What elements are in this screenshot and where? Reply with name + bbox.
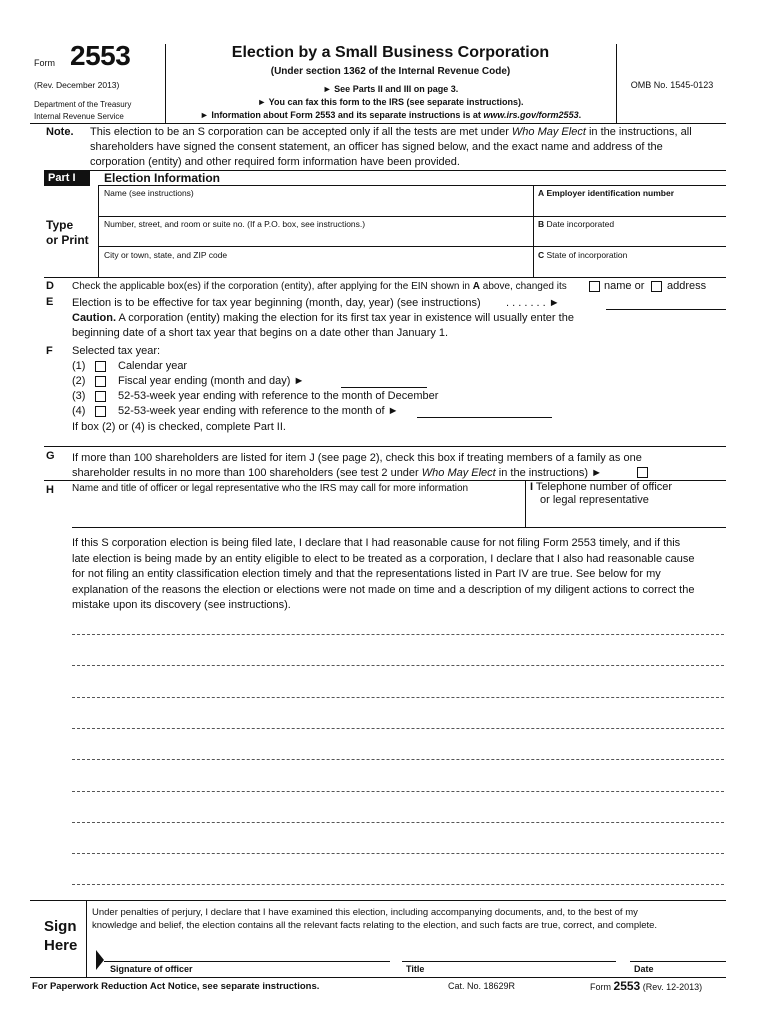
explanation-line[interactable] — [72, 853, 724, 854]
line-h-text: Name and title of officer or legal representative who the IRS may call for more information — [72, 483, 469, 494]
explanation-line[interactable] — [72, 822, 724, 823]
name-changed-checkbox[interactable] — [589, 281, 600, 292]
line-h-letter: H — [46, 484, 54, 496]
type-label: Type — [46, 218, 74, 232]
date-incorporated-label: B Date incorporated — [538, 219, 615, 229]
line-d-letter: D — [46, 280, 54, 292]
signature-input[interactable] — [106, 944, 388, 960]
line-g-letter: G — [46, 450, 55, 462]
calendar-year-label: Calendar year — [118, 360, 188, 372]
form-word: Form — [34, 58, 55, 68]
part1-label: Part I — [44, 171, 90, 186]
part1-title: Election Information — [104, 171, 221, 185]
omb-number: OMB No. 1545-0123 — [630, 80, 714, 90]
date-incorporated-input[interactable] — [535, 229, 725, 245]
address-changed-label: address — [667, 280, 707, 292]
line-e-leader: . . . . . . . ► — [506, 297, 560, 309]
week-december-label: 52-53-week year ending with reference to the month of December — [118, 390, 439, 402]
form-number: 2553 — [70, 40, 131, 71]
street-input[interactable] — [100, 229, 530, 245]
here-label: Here — [44, 937, 78, 954]
form-subtitle: (Under section 1362 of the Internal Revenue Code) — [270, 66, 511, 77]
irs-service: Internal Revenue Service — [34, 112, 124, 121]
date-underline — [630, 961, 726, 962]
week-month-checkbox[interactable] — [95, 406, 106, 417]
explanation-line[interactable] — [72, 728, 724, 729]
paperwork-notice: For Paperwork Reduction Act Notice, see separate instructions. — [32, 981, 320, 992]
caution-text: Caution. A corporation (entity) making the election for its first tax year in existence will usually enter the beginning date of a short tax year that begins on a date other than January 1. — [72, 312, 574, 339]
address-changed-checkbox[interactable] — [651, 281, 662, 292]
note-text: This election to be an S corporation can be accepted only if all the tests are met under Who May Elect in the instructions, all shareholders have signed the consent statement, an officer has signed below, and the exact name and address of the corporation (entity) and other required form information have been provided. — [90, 126, 692, 168]
perjury-statement: Under penalties of perjury, I declare that I have examined this election, including accompanying documents, and, to the best of my knowledge and belief, the election contains all the relevant facts relating to the election, and such facts are true, correct, and complete. — [92, 907, 658, 931]
part2-note: If box (2) or (4) is checked, complete Part II. — [72, 421, 286, 433]
instruction-parts: ► See Parts II and III on page 3. — [322, 84, 459, 94]
option-1-number: (1) — [72, 360, 86, 372]
street-field-label: Number, street, and room or suite no. (If a P.O. box, see instructions.) — [104, 219, 366, 229]
family-shareholder-checkbox[interactable] — [637, 467, 648, 478]
sign-label: Sign — [44, 918, 77, 935]
week-month-label: 52-53-week year ending with reference to the month of ► — [118, 405, 399, 417]
fiscal-year-label: Fiscal year ending (month and day) ► — [118, 375, 305, 387]
signature-label: Signature of officer — [110, 964, 193, 974]
state-incorporation-input[interactable] — [535, 260, 725, 276]
week-month-line[interactable] — [417, 417, 552, 418]
signature-underline — [104, 961, 390, 962]
explanation-line[interactable] — [72, 634, 724, 635]
effective-date-line[interactable] — [606, 309, 726, 310]
explanation-line[interactable] — [72, 791, 724, 792]
option-4-number: (4) — [72, 405, 86, 417]
explanation-line[interactable] — [72, 759, 724, 760]
officer-name-input[interactable] — [72, 498, 522, 526]
or-print-label: or Print — [46, 233, 89, 247]
explanation-line[interactable] — [72, 884, 724, 885]
name-field-label: Name (see instructions) — [104, 188, 194, 198]
department: Department of the Treasury — [34, 100, 132, 109]
explanation-line[interactable] — [72, 665, 724, 666]
title-input[interactable] — [404, 944, 614, 960]
note-label: Note. — [46, 126, 74, 138]
city-field-label: City or town, state, and ZIP code — [104, 250, 228, 260]
late-election-text: If this S corporation election is being filed late, I declare that I had reasonable cause for not filing Form 2553 timely, and if this late election is being made by an entity eligible to elect to be treated as a corporation, I declare that I also had reasonable cause for not filing an entity classification election timely and that the representations listed in Part IV are true. See below for my explanation of the reasons the election or elections were not made on time and a description of my diligent actions to correct the mistake upon its discovery (see instructions). — [72, 537, 695, 611]
week-december-checkbox[interactable] — [95, 391, 106, 402]
footer-form-label: Form 2553 (Rev. 12-2013) — [590, 979, 703, 993]
calendar-year-checkbox[interactable] — [95, 361, 106, 372]
state-incorporation-label: C State of incorporation — [538, 250, 628, 260]
form-title: Election by a Small Business Corporation — [231, 44, 550, 61]
line-e-text: Election is to be effective for tax year beginning (month, day, year) (see instructions) — [72, 297, 481, 309]
line-e-letter: E — [46, 296, 54, 308]
fiscal-year-checkbox[interactable] — [95, 376, 106, 387]
revision-date: (Rev. December 2013) — [34, 80, 120, 90]
line-d-text: Check the applicable box(es) if the corporation (entity), after applying for the EIN shown in A above, changed its — [72, 281, 567, 292]
name-changed-label: name or — [604, 280, 645, 292]
telephone-input[interactable] — [528, 508, 724, 526]
option-3-number: (3) — [72, 390, 86, 402]
option-2-number: (2) — [72, 375, 86, 387]
catalog-number: Cat. No. 18629R — [448, 981, 516, 991]
title-label: Title — [406, 964, 425, 974]
date-input[interactable] — [632, 944, 724, 960]
line-g-text: If more than 100 shareholders are listed for item J (see page 2), check this box if treating members of a family as one shareholder results in no more than 100 shareholders (see test 2 under Who May Elect in the instructions) ► — [72, 452, 642, 479]
ein-input[interactable] — [535, 198, 725, 215]
explanation-line[interactable] — [72, 697, 724, 698]
name-input[interactable] — [100, 198, 530, 215]
arrow-icon — [96, 950, 104, 970]
line-i-text: I Telephone number of officer — [530, 481, 673, 493]
date-label: Date — [634, 964, 654, 974]
title-underline — [402, 961, 616, 962]
line-f-letter: F — [46, 345, 53, 357]
city-input[interactable] — [100, 260, 530, 276]
ein-label: A Employer identification number — [538, 188, 675, 198]
selected-tax-year-label: Selected tax year: — [72, 345, 161, 357]
fiscal-year-ending-line[interactable] — [341, 387, 427, 388]
line-i-text-2: or legal representative — [540, 494, 649, 506]
instruction-fax: ► You can fax this form to the IRS (see separate instructions). — [257, 97, 524, 107]
instruction-website: ► Information about Form 2553 and its separate instructions is at www.irs.gov/form2553. — [199, 110, 582, 120]
